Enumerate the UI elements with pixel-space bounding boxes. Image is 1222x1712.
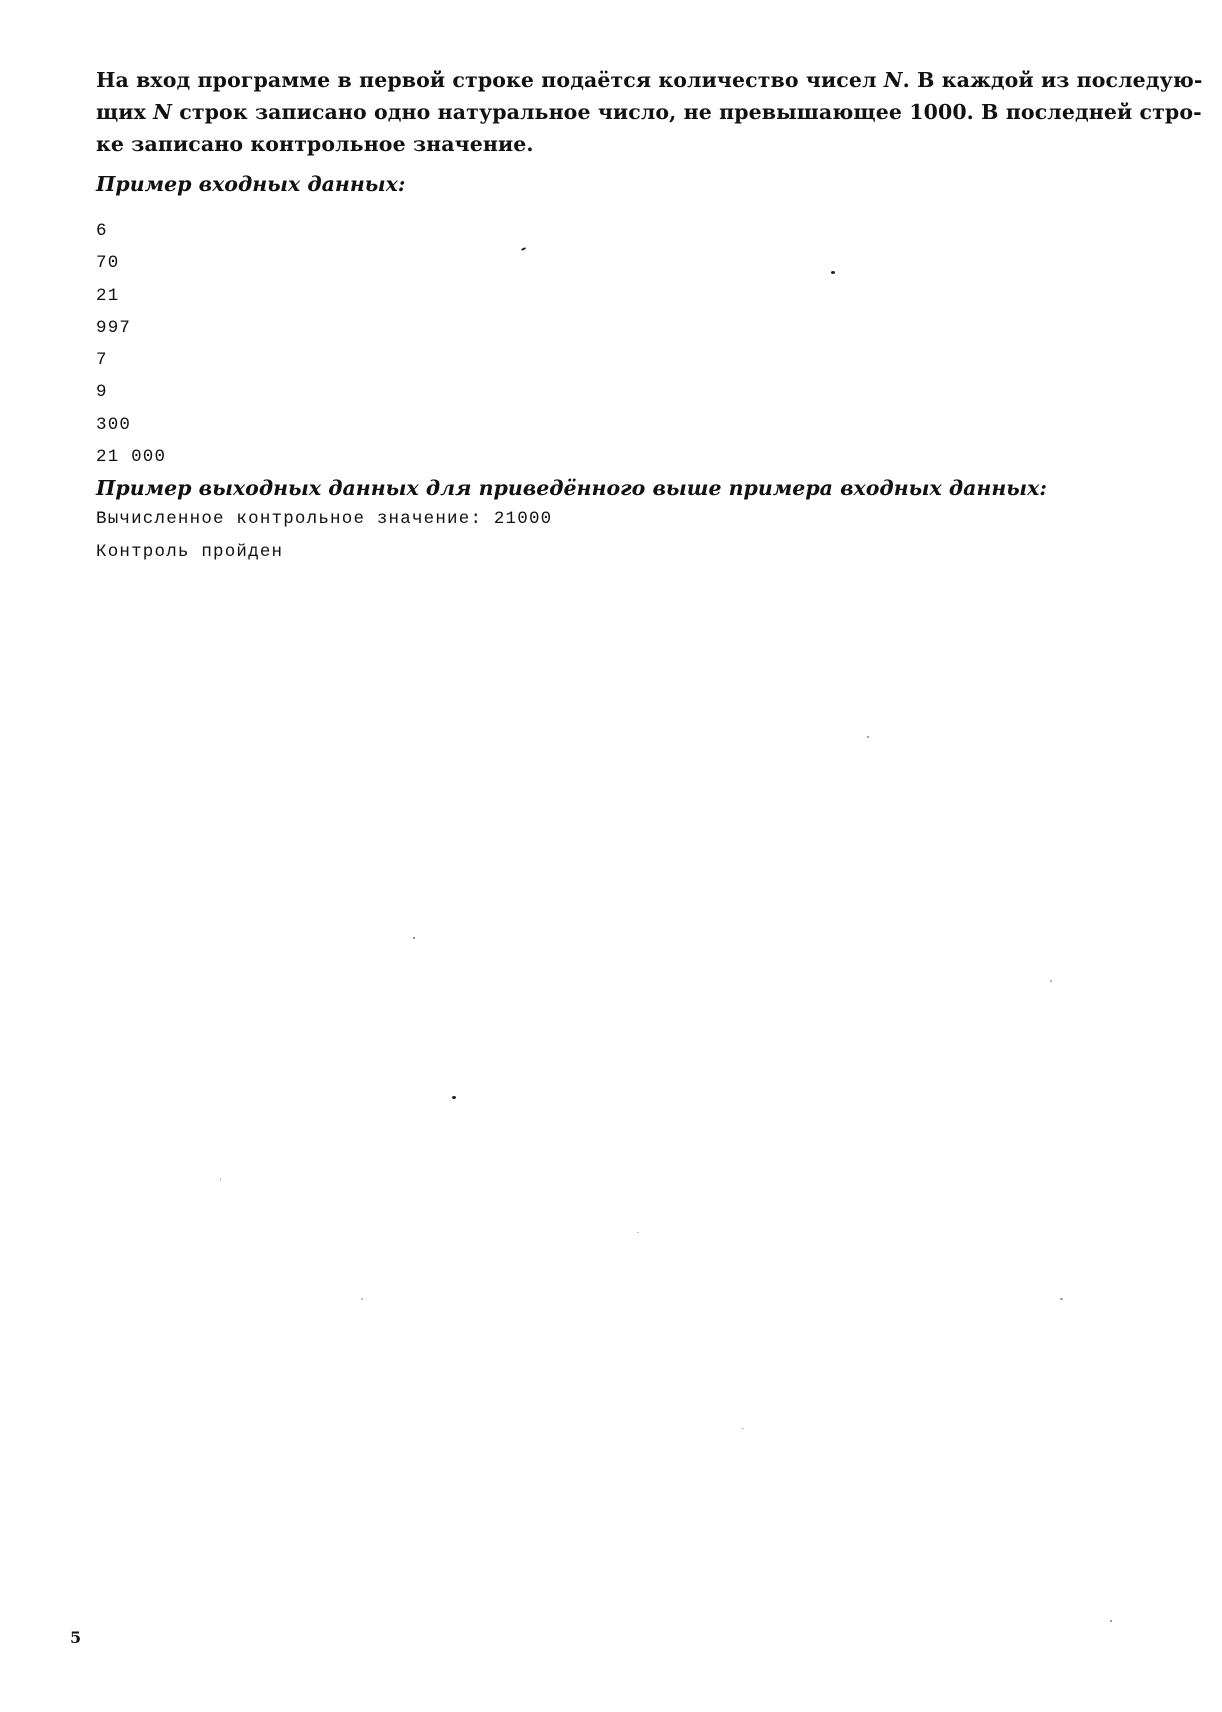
input-line: 21 000 xyxy=(96,447,167,468)
scan-speck xyxy=(867,736,869,738)
input-line: 300 xyxy=(96,414,132,435)
scan-speck xyxy=(361,1298,363,1300)
input-example-heading: Пример входных данных: xyxy=(96,172,406,196)
problem-statement xyxy=(96,64,1203,160)
scan-speck xyxy=(452,1096,456,1099)
output-line: Вычисленное контрольное значение: 21000 xyxy=(96,509,553,529)
page-number: 5 xyxy=(70,1628,82,1647)
input-line: 7 xyxy=(96,350,108,371)
input-line: 21 xyxy=(96,285,120,306)
output-example-heading: Пример выходных данных для приведённого выше примера входных данных: xyxy=(96,476,1047,500)
input-line: 9 xyxy=(96,382,108,403)
scan-speck xyxy=(1110,1620,1112,1622)
input-line: 70 xyxy=(96,253,120,274)
scan-speck xyxy=(637,1232,639,1233)
scan-speck xyxy=(1060,1298,1063,1300)
output-line: Контроль пройден xyxy=(96,542,284,562)
scan-speck xyxy=(220,1178,221,1181)
scan-speck xyxy=(521,247,526,251)
input-line: 6 xyxy=(96,221,108,241)
input-line: 997 xyxy=(96,317,132,338)
scan-speck xyxy=(1050,980,1052,982)
input-example-list xyxy=(96,219,166,477)
statement-line-3: ке записано контрольное значение. xyxy=(96,132,534,156)
scan-speck xyxy=(413,937,415,939)
statement-line-1: На вход программе в первой строке подаётся количество чисел N. В каждой из последую- xyxy=(96,68,1203,92)
scan-speck xyxy=(831,271,835,274)
output-example-list xyxy=(96,507,552,573)
statement-line-2: щих N строк записано одно натуральное число, не превышающее 1000. В последней стро- xyxy=(96,100,1202,124)
scan-speck xyxy=(742,1428,744,1429)
